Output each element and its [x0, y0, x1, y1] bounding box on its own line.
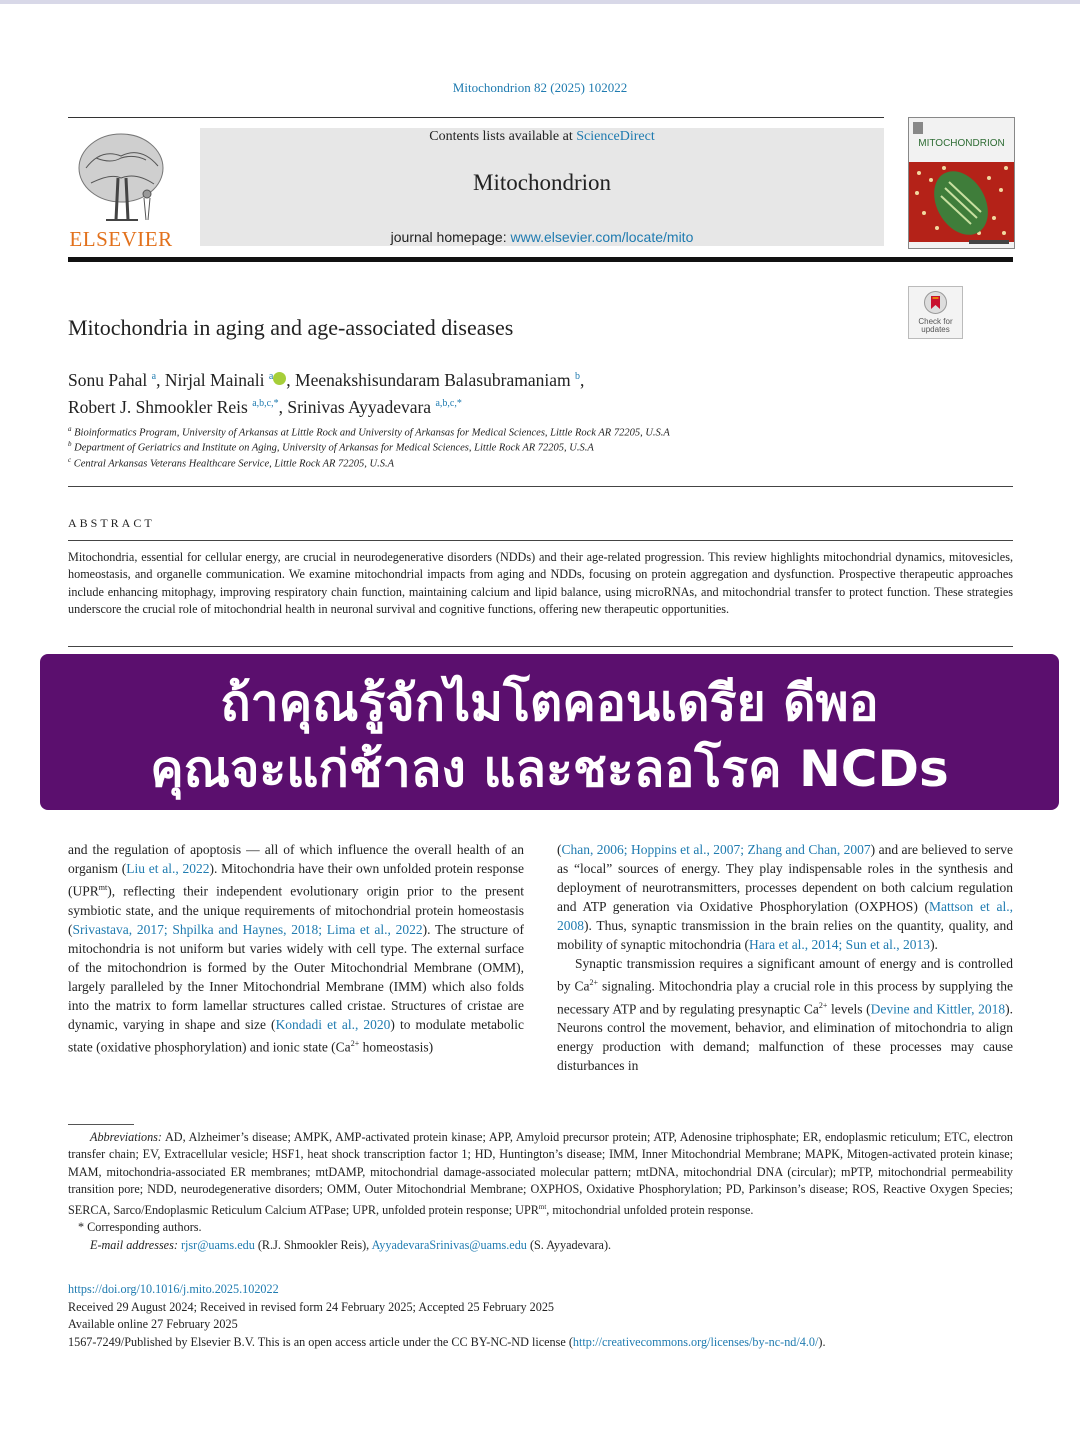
citation-link[interactable]: Hara et al., 2014; Sun et al., 2013	[748, 937, 931, 952]
abbreviations-label: Abbreviations:	[90, 1130, 162, 1144]
body-text: and the regulation of apoptosis — all of which influence the overall health of an organism (	[68, 842, 524, 876]
body-text: ), reflecting their independent evolutionary origin prior to the present symbiotic state, and the unique requirements of mitochondrial protein homeostasis (	[68, 883, 524, 937]
body-left-column	[68, 840, 524, 1056]
superscript: 2+	[350, 1038, 360, 1048]
corresponding-authors-note: * Corresponding authors.	[78, 1220, 202, 1235]
body-text: ). Mitochondria have their own unfolded protein response (UPR	[68, 861, 525, 899]
journal-cover-image[interactable]	[908, 117, 1015, 249]
author-affil-mark[interactable]: a,b,c,*	[252, 397, 279, 409]
citation-link[interactable]: Chan, 2006; Hoppins et al., 2007; Zhang and Chan, 2007	[561, 842, 871, 857]
author-affil-mark[interactable]: a	[268, 371, 274, 382]
banner-line-2: คุณจะแก่ช้าลง และชะลอโรค NCDs	[150, 740, 949, 798]
body-paragraph	[68, 840, 524, 1056]
abstract-heading: ABSTRACT	[68, 516, 155, 530]
abstract-text: Mitochondria, essential for cellular energy, are crucial in neurodegenerative disorders (NDDs) and their age-related progression. This review highlights mitochondrial dynamics, mitovesicles, homeostasis, and organelle communication. We examine mitochondrial impacts from aging and NDDs, focusing on protein aggregation and dysfunction. Prospective therapeutic approaches include enhancing mitophagy, improving respiratory chain function, maintaining calcium and lipid balance, using microRNAs, and mitochondrial transfer to protect function. These strategies underscore the crucial role of mitochondrial health in neuronal survival and cognitive functions, offering new therapeutic opportunities.	[68, 550, 1013, 617]
body-text: ) and are believed to serve as “local” sources of energy. They play indispensable roles in the synthesis and deployment of neurotransmitters, processes dependent on both calcium regulation and ATP generation via Oxidative Phosphorylation (OXPHOS) (	[557, 842, 1013, 914]
thai-caption-banner	[40, 654, 1059, 810]
email-owner: (R.J. Shmookler Reis),	[254, 1237, 372, 1252]
affiliation-mark: c	[68, 456, 72, 464]
affiliation-mark: a	[68, 425, 72, 433]
citation-link[interactable]: Mattson et al., 2008	[557, 899, 1013, 933]
article-meta	[68, 1281, 1013, 1351]
footnote-rule	[68, 1124, 134, 1125]
citation-link[interactable]: Devine and Kittler, 2018	[870, 1001, 1006, 1016]
affiliation-text: Department of Geriatrics and Institute on Aging, University of Arkansas for Medical Sciences, Little Rock AR 72205, U.S.A	[74, 442, 594, 454]
body-text: ). Neurons control the movement, behavior, and elimination of mitochondria to align energy production with demand; malfunction of these processes may cause disturbances in	[557, 1001, 1013, 1073]
cover-title: MITOCHONDRION	[918, 138, 1005, 149]
affiliation	[68, 456, 394, 470]
homepage-prefix: journal homepage:	[390, 229, 511, 245]
citation-link[interactable]: Liu et al., 2022	[126, 861, 210, 876]
body-text: ). Thus, synaptic transmission in the brain relies on the quantity, quality, and mobility of synaptic mitochondria (	[557, 918, 1013, 952]
body-text: Synaptic transmission requires a significant amount of energy and is controlled by Ca	[557, 956, 1013, 994]
article-title: Mitochondria in aging and age-associated diseases	[68, 315, 514, 340]
abstract-rule	[68, 540, 1013, 541]
sciencedirect-link[interactable]: ScienceDirect	[576, 129, 655, 144]
citation-link[interactable]: Kondadi et al., 2020	[275, 1016, 391, 1032]
superscript: 2+	[589, 978, 599, 987]
available-online: Available online 27 February 2025	[68, 1317, 238, 1332]
header-rule	[68, 117, 884, 118]
homepage-link[interactable]: www.elsevier.com/locate/mito	[510, 229, 694, 245]
email-link[interactable]: AyyadevaraSrinivas@uams.edu	[371, 1237, 527, 1252]
bookmark-icon	[923, 290, 948, 316]
author-name[interactable]: Nirjal Mainali	[164, 369, 265, 390]
body-text: ).	[930, 937, 938, 952]
footnotes	[68, 1129, 1013, 1254]
affiliation	[68, 440, 594, 454]
author-name[interactable]: Meenakshisundaram Balasubramaniam	[295, 369, 571, 390]
body-right-column	[557, 840, 1013, 1075]
license-text: 1567-7249/Published by Elsevier B.V. This is an open access article under the CC BY-NC-ND license (	[68, 1334, 573, 1349]
top-strip	[0, 0, 1080, 4]
orcid-icon[interactable]	[273, 372, 286, 385]
journal-name: Mitochondrion	[473, 170, 611, 195]
header-thick-rule	[68, 257, 1013, 262]
affiliation-text: Central Arkansas Veterans Healthcare Service, Little Rock AR 72205, U.S.A	[73, 458, 395, 470]
elsevier-wordmark: ELSEVIER	[69, 227, 173, 251]
affiliation	[68, 425, 670, 439]
author-name[interactable]: Srinivas Ayyadevara	[287, 396, 432, 417]
body-paragraph	[557, 954, 1013, 1075]
body-text: (	[557, 842, 562, 857]
author-list: Sonu Pahal $^a$, Nirjal Mainali $^a$ , Meenakshisundaram Balasubramaniam $^b$, Robert J. Shmookler Reis $^{a,b,c,*}$, Srinivas Ayyadevara $^{a,b,c,*}$	[68, 369, 585, 417]
doi-link[interactable]: https://doi.org/10.1016/j.mito.2025.102022	[68, 1282, 279, 1296]
abbreviations-text: AD, Alzheimer’s disease; AMPK, AMP-activated protein kinase; APP, Amyloid precursor protein; ATP, Adenosine triphosphate; ER, endoplasmic reticulum; ETC, electron transfer chain; EV, Extracellular vesicle; HSF1, heat shock transcription factor 1; HD, Huntington’s disease; IMM, Inner Mitochondrial Membrane; MAPK, Mitogen-activated protein kinase; MAM, mitochondria-associated ER membranes; mtDAMP, mitochondrial damage-associated molecular pattern; mtDNA, mitochondrial DNA (circular); mPTP, mitochondrial permeability transition pore; NDD, neurodegenerative disorders; OMM, Outer Mitochondrial Membrane; OXPHOS, Oxidative Phosphorylation; PD, Parkinson’s disease; ROS, Reactive Oxygen Species; SERCA, Sarco/Endoplasmic Reticulum Calcium ATPase; UPR, unfolded protein response; UPR	[68, 1130, 1013, 1217]
email-label: E-mail addresses:	[90, 1237, 178, 1252]
license-link[interactable]: http://creativecommons.org/licenses/by-nc-nd/4.0/	[572, 1334, 819, 1349]
author-name[interactable]: Sonu Pahal	[68, 369, 148, 390]
email-owner: (S. Ayyadevara).	[526, 1237, 612, 1252]
email-line	[68, 1237, 1013, 1254]
body-text: signaling. Mitochondria play a crucial role in this process by supplying the necessary ATP and by regulating presynaptic Ca	[557, 978, 1014, 1016]
section-rule	[68, 486, 1013, 487]
body-text: homeostasis)	[359, 1039, 434, 1054]
author-affil-mark[interactable]: a,b,c,*	[435, 397, 462, 409]
license-text: ).	[818, 1334, 826, 1349]
received-dates: Received 29 August 2024; Received in revised form 24 February 2025; Accepted 25 February 2025	[68, 1299, 555, 1314]
author-name[interactable]: Robert J. Shmookler Reis	[68, 396, 248, 417]
superscript: mt	[98, 883, 108, 892]
journal-homepage-line	[200, 229, 884, 245]
body-text: levels (	[827, 1001, 871, 1016]
license-line	[68, 1334, 1013, 1352]
body-text: ) to modulate metabolic state (oxidative phosphorylation) and ionic state (Ca	[68, 1016, 525, 1054]
check-for-updates-label: Check for updates	[918, 317, 953, 334]
abstract-end-rule	[68, 646, 1013, 647]
superscript: 2+	[818, 1000, 828, 1010]
contents-prefix: Contents lists available at	[429, 129, 577, 144]
banner-line-1: ถ้าคุณรู้จักไมโตคอนเดรีย ดีพอ	[220, 674, 879, 732]
affiliation-mark: b	[68, 440, 72, 448]
abbreviations-text: , mitochondrial unfolded protein response.	[546, 1202, 754, 1217]
superscript: mt	[538, 1202, 547, 1211]
check-for-updates-button[interactable]	[908, 286, 963, 339]
email-link[interactable]: rjsr@uams.edu	[180, 1237, 255, 1252]
citation-link[interactable]: Srivastava, 2017; Shpilka and Haynes, 2018; Lima et al., 2022	[72, 921, 423, 937]
author-affil-mark[interactable]: a	[151, 371, 157, 382]
body-text: ). The structure of mitochondria is not uniform but varies widely with cell type. The external surface of the mitochondrion is formed by the Outer Mitochondrial Membrane (OMM), largely paralleled by the Inner Mitochondrial Membrane (IMM) which also folds into the matrix to form lamellar structures called cristae. Structures of cristae are dynamic, varying in shape and size (	[68, 921, 524, 1032]
affiliation-text: Bioinformatics Program, University of Arkansas at Little Rock and University of Arkansas for Medical Sciences, Little Rock AR 72205, U.S.A	[74, 427, 670, 439]
contents-line	[200, 129, 884, 145]
body-paragraph	[557, 840, 1013, 954]
author-affil-mark[interactable]: b	[574, 371, 580, 382]
abbreviations-footnote	[68, 1129, 1013, 1219]
journal-reference-link[interactable]: Mitochondrion 82 (2025) 102022	[452, 80, 628, 95]
